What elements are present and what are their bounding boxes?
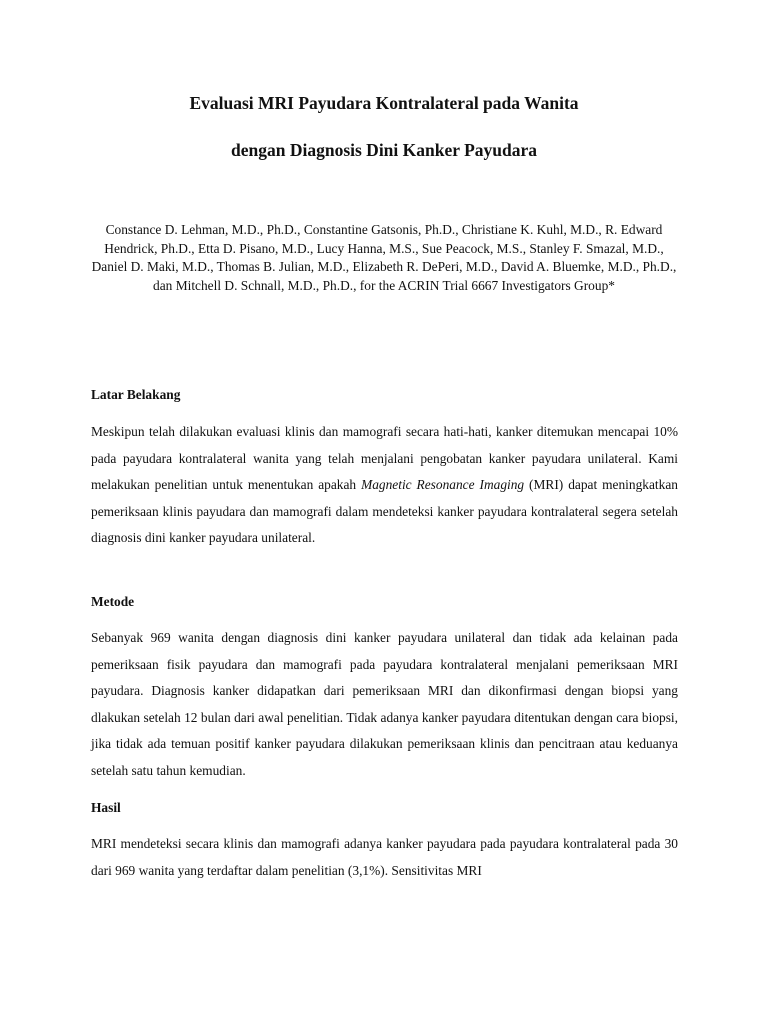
latar-text-part-2: (MRI) dapat meningkatkan pemeriksaan klinis payudara dan mamografi dalam mendeteksi kanker payudara kontralateral segera setelah diagnosis dini kanker payudara unilateral. — [91, 477, 678, 545]
latar-text-part-1: Meskipun telah dilakukan evaluasi klinis dan mamografi secara hati-hati, kanker ditemukan mencapai 10% pada payudara kontralateral wanita yang telah menjalani pengobatan kanker payudara unilateral. Kami melakukan penelitian untuk menentukan apakah — [91, 424, 678, 492]
paragraph-hasil: MRI mendeteksi secara klinis dan mamografi adanya kanker payudara pada payudara kontralateral pada 30 dari 969 wanita yang terdaftar dalam penelitian (3,1%). Sensitivitas MRI — [91, 836, 678, 878]
paragraph-metode: Sebanyak 969 wanita dengan diagnosis dini kanker payudara unilateral dan tidak ada kelainan pada pemeriksaan fisik payudara dan mamografi pada payudara kontralateral menjalani pemeriksaan MRI payudara. Diagnosis kanker didapatkan dari pemeriksaan MRI dan dikonfirmasi dengan biopsi yang dlakukan setelah 12 bulan dari awal penelitian. Tidak adanya kanker payudara ditentukan dengan cara biopsi, jika tidak ada temuan positif kanker payudara dilakukan pemeriksaan klinis dan pencitraan atau keduanya setelah satu tahun kemudian. — [91, 630, 678, 778]
paragraph-latar-belakang — [91, 419, 678, 552]
title-line-1: Evaluasi MRI Payudara Kontralateral pada Wanita — [189, 93, 579, 113]
heading-hasil: Hasil — [91, 800, 121, 815]
latar-text-italic: Magnetic Resonance Imaging — [361, 477, 525, 492]
title-line-2: dengan Diagnosis Dini Kanker Payudara — [231, 140, 537, 160]
author-list: Constance D. Lehman, M.D., Ph.D., Constantine Gatsonis, Ph.D., Christiane K. Kuhl, M.D., R. Edward Hendrick, Ph.D., Etta D. Pisano, M.D., Lucy Hanna, M.S., Sue Peacock, M.S., Stanley F. Smazal, M.D., Daniel D. Maki, M.D., Thomas B. Julian, M.D., Elizabeth R. DePeri, M.D., David A. Bluemke, M.D., Ph.D., dan Mitchell D. Schnall, M.D., Ph.D., for the ACRIN Trial 6667 Investigators Group* — [91, 222, 677, 293]
heading-metode: Metode — [91, 594, 135, 609]
heading-latar-belakang: Latar Belakang — [91, 387, 181, 402]
